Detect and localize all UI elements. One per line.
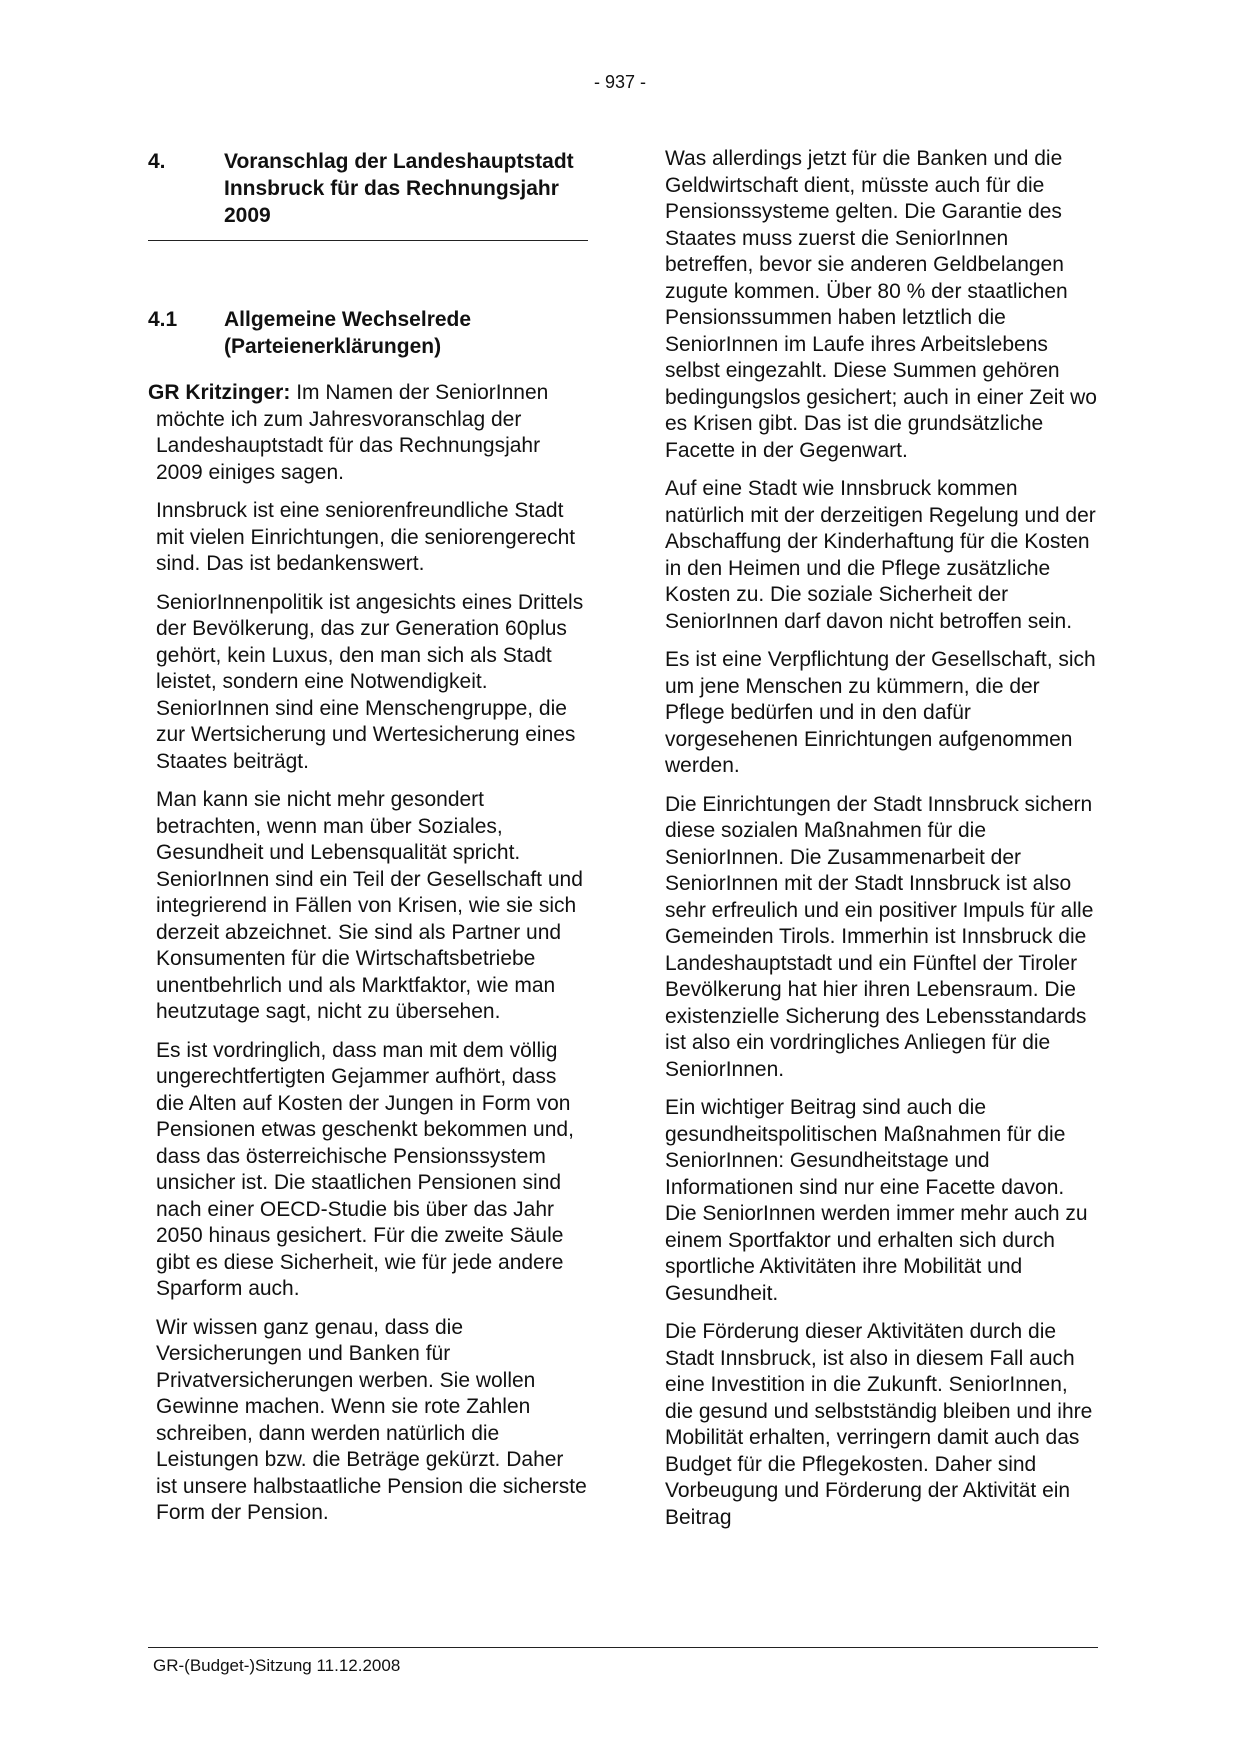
left-column — [148, 148, 588, 1539]
paragraph: Innsbruck ist eine seniorenfreundliche Stadt mit vielen Einrichtungen, die seniorengerecht sind. Das ist bedankenswert. — [156, 499, 576, 575]
section-number: 4. — [148, 150, 166, 173]
paragraph-text: Im Namen der SeniorInnen möchte ich zum Jahresvoranschlag der Landeshauptstadt für das Rechnungsjahr 2009 einiges sagen. — [156, 381, 549, 484]
paragraph — [148, 380, 588, 486]
paragraph: Wir wissen ganz genau, dass die Versicherungen und Banken für Privatversicherungen werben. Sie wollen Gewinne machen. Wenn sie rote Zahlen schreiben, dann werden natürlich die Leistungen bzw. die Beträge gekürzt. Daher ist unsere halbstaatliche Pension die sicherste Form der Pension. — [156, 1315, 587, 1524]
subsection-number: 4.1 — [148, 308, 178, 331]
paragraph: Es ist vordringlich, dass man mit dem völlig ungerechtfertigten Gejammer aufhört, dass die Alten auf Kosten der Jungen in Form von Pensionen etwas geschenkt bekommen und, dass das österreichische Pensionssystem unsicher ist. Die staatlichen Pensionen sind nach einer OECD-Studie bis über das Jahr 2050 hinaus gesichert. Für die zweite Säule gibt es diese Sicherheit, wie für jede andere Sparform auch. — [156, 1038, 574, 1300]
section-title: Voranschlag der Landeshauptstadt Innsbruck für das Rechnungsjahr 2009 — [224, 150, 574, 227]
paragraph: Man kann sie nicht mehr gesondert betrachten, wenn man über Soziales, Gesundheit und Lebensqualität spricht. SeniorInnen sind ein Teil der Gesellschaft und integrierend in Fällen von Krisen, wie sie sich derzeit abzeichnet. Sie sind als Partner und Konsumenten für die Wirtschaftsbetriebe unentbehrlich und als Marktfaktor, wie man heutzutage sagt, nicht zu übersehen. — [156, 788, 583, 1023]
speaker-name: GR Kritzinger: — [148, 381, 291, 404]
page-number: - 937 - — [593, 72, 647, 92]
paragraph: SeniorInnenpolitik ist angesichts eines Drittels der Bevölkerung, das zur Generation 60plus gehört, kein Luxus, den man sich als Stadt leistet, sondern eine Notwendigkeit. SeniorInnen sind eine Menschengruppe, die zur Wertsicherung und Wertesicherung eines Staates beiträgt. — [156, 590, 584, 773]
paragraph: Die Förderung dieser Aktivitäten durch die Stadt Innsbruck, ist also in diesem Fall auch eine Investition in die Zukunft. SeniorInnen, die gesund und selbstständig bleiben und ihre Mobilität erhalten, verringern damit auch das Budget für die Pflegekosten. Daher sind Vorbeugung und Förderung der Aktivität ein Beitrag — [665, 1320, 1093, 1529]
footer-session-label: GR-(Budget-)Sitzung 11.12.2008 — [153, 1656, 401, 1675]
section-divider — [148, 240, 588, 241]
section-heading — [148, 148, 588, 229]
paragraph: Auf eine Stadt wie Innsbruck kommen natürlich mit der derzeitigen Regelung und der Abschaffung der Kinderhaftung für die Kosten in den Heimen und die Pflege zusätzliche Kosten zu. Die soziale Sicherheit der SeniorInnen darf davon nicht betroffen sein. — [665, 477, 1096, 633]
paragraph: Es ist eine Verpflichtung der Gesellschaft, sich um jene Menschen zu kümmern, die der Pflege bedürfen und in den dafür vorgesehenen Einrichtungen aufgenommen werden. — [665, 648, 1096, 777]
paragraph: Ein wichtiger Beitrag sind auch die gesundheitspolitischen Maßnahmen für die SeniorInnen: Gesundheitstage und Informationen sind nur eine Facette davon. Die SeniorInnen werden immer mehr auch zu einem Sportfaktor und erhalten sich durch sportliche Aktivitäten ihre Mobilität und Gesundheit. — [665, 1096, 1088, 1305]
paragraph: Was allerdings jetzt für die Banken und die Geldwirtschaft dient, müsste auch für die Pensionssysteme gelten. Die Garantie des Staates muss zuerst die SeniorInnen betreffen, bevor sie anderen Geldbelangen zugute kommen. Über 80 % der staatlichen Pensionssummen haben letztlich die SeniorInnen im Laufe ihres Arbeitslebens selbst eingezahlt. Diese Summen gehören bedingungslos gesichert; auch in einer Zeit wo es Krisen gibt. Das ist die grundsätzliche Facette in der Gegenwart. — [665, 147, 1097, 462]
footer-divider — [148, 1647, 1098, 1648]
right-column — [665, 146, 1097, 1543]
subsection-heading — [148, 306, 588, 360]
paragraph: Die Einrichtungen der Stadt Innsbruck sichern diese sozialen Maßnahmen für die SeniorInnen. Die Zusammenarbeit der SeniorInnen mit der Stadt Innsbruck ist also sehr erfreulich und ein positiver Impuls für alle Gemeinden Tirols. Immerhin ist Innsbruck die Landeshauptstadt und ein Fünftel der Tiroler Bevölkerung hat hier ihren Lebensraum. Die existenzielle Sicherung des Lebensstandards ist also ein vordringliches Anliegen für die SeniorInnen. — [665, 792, 1094, 1081]
subsection-title: Allgemeine Wechselrede (Parteienerklärungen) — [224, 308, 472, 358]
